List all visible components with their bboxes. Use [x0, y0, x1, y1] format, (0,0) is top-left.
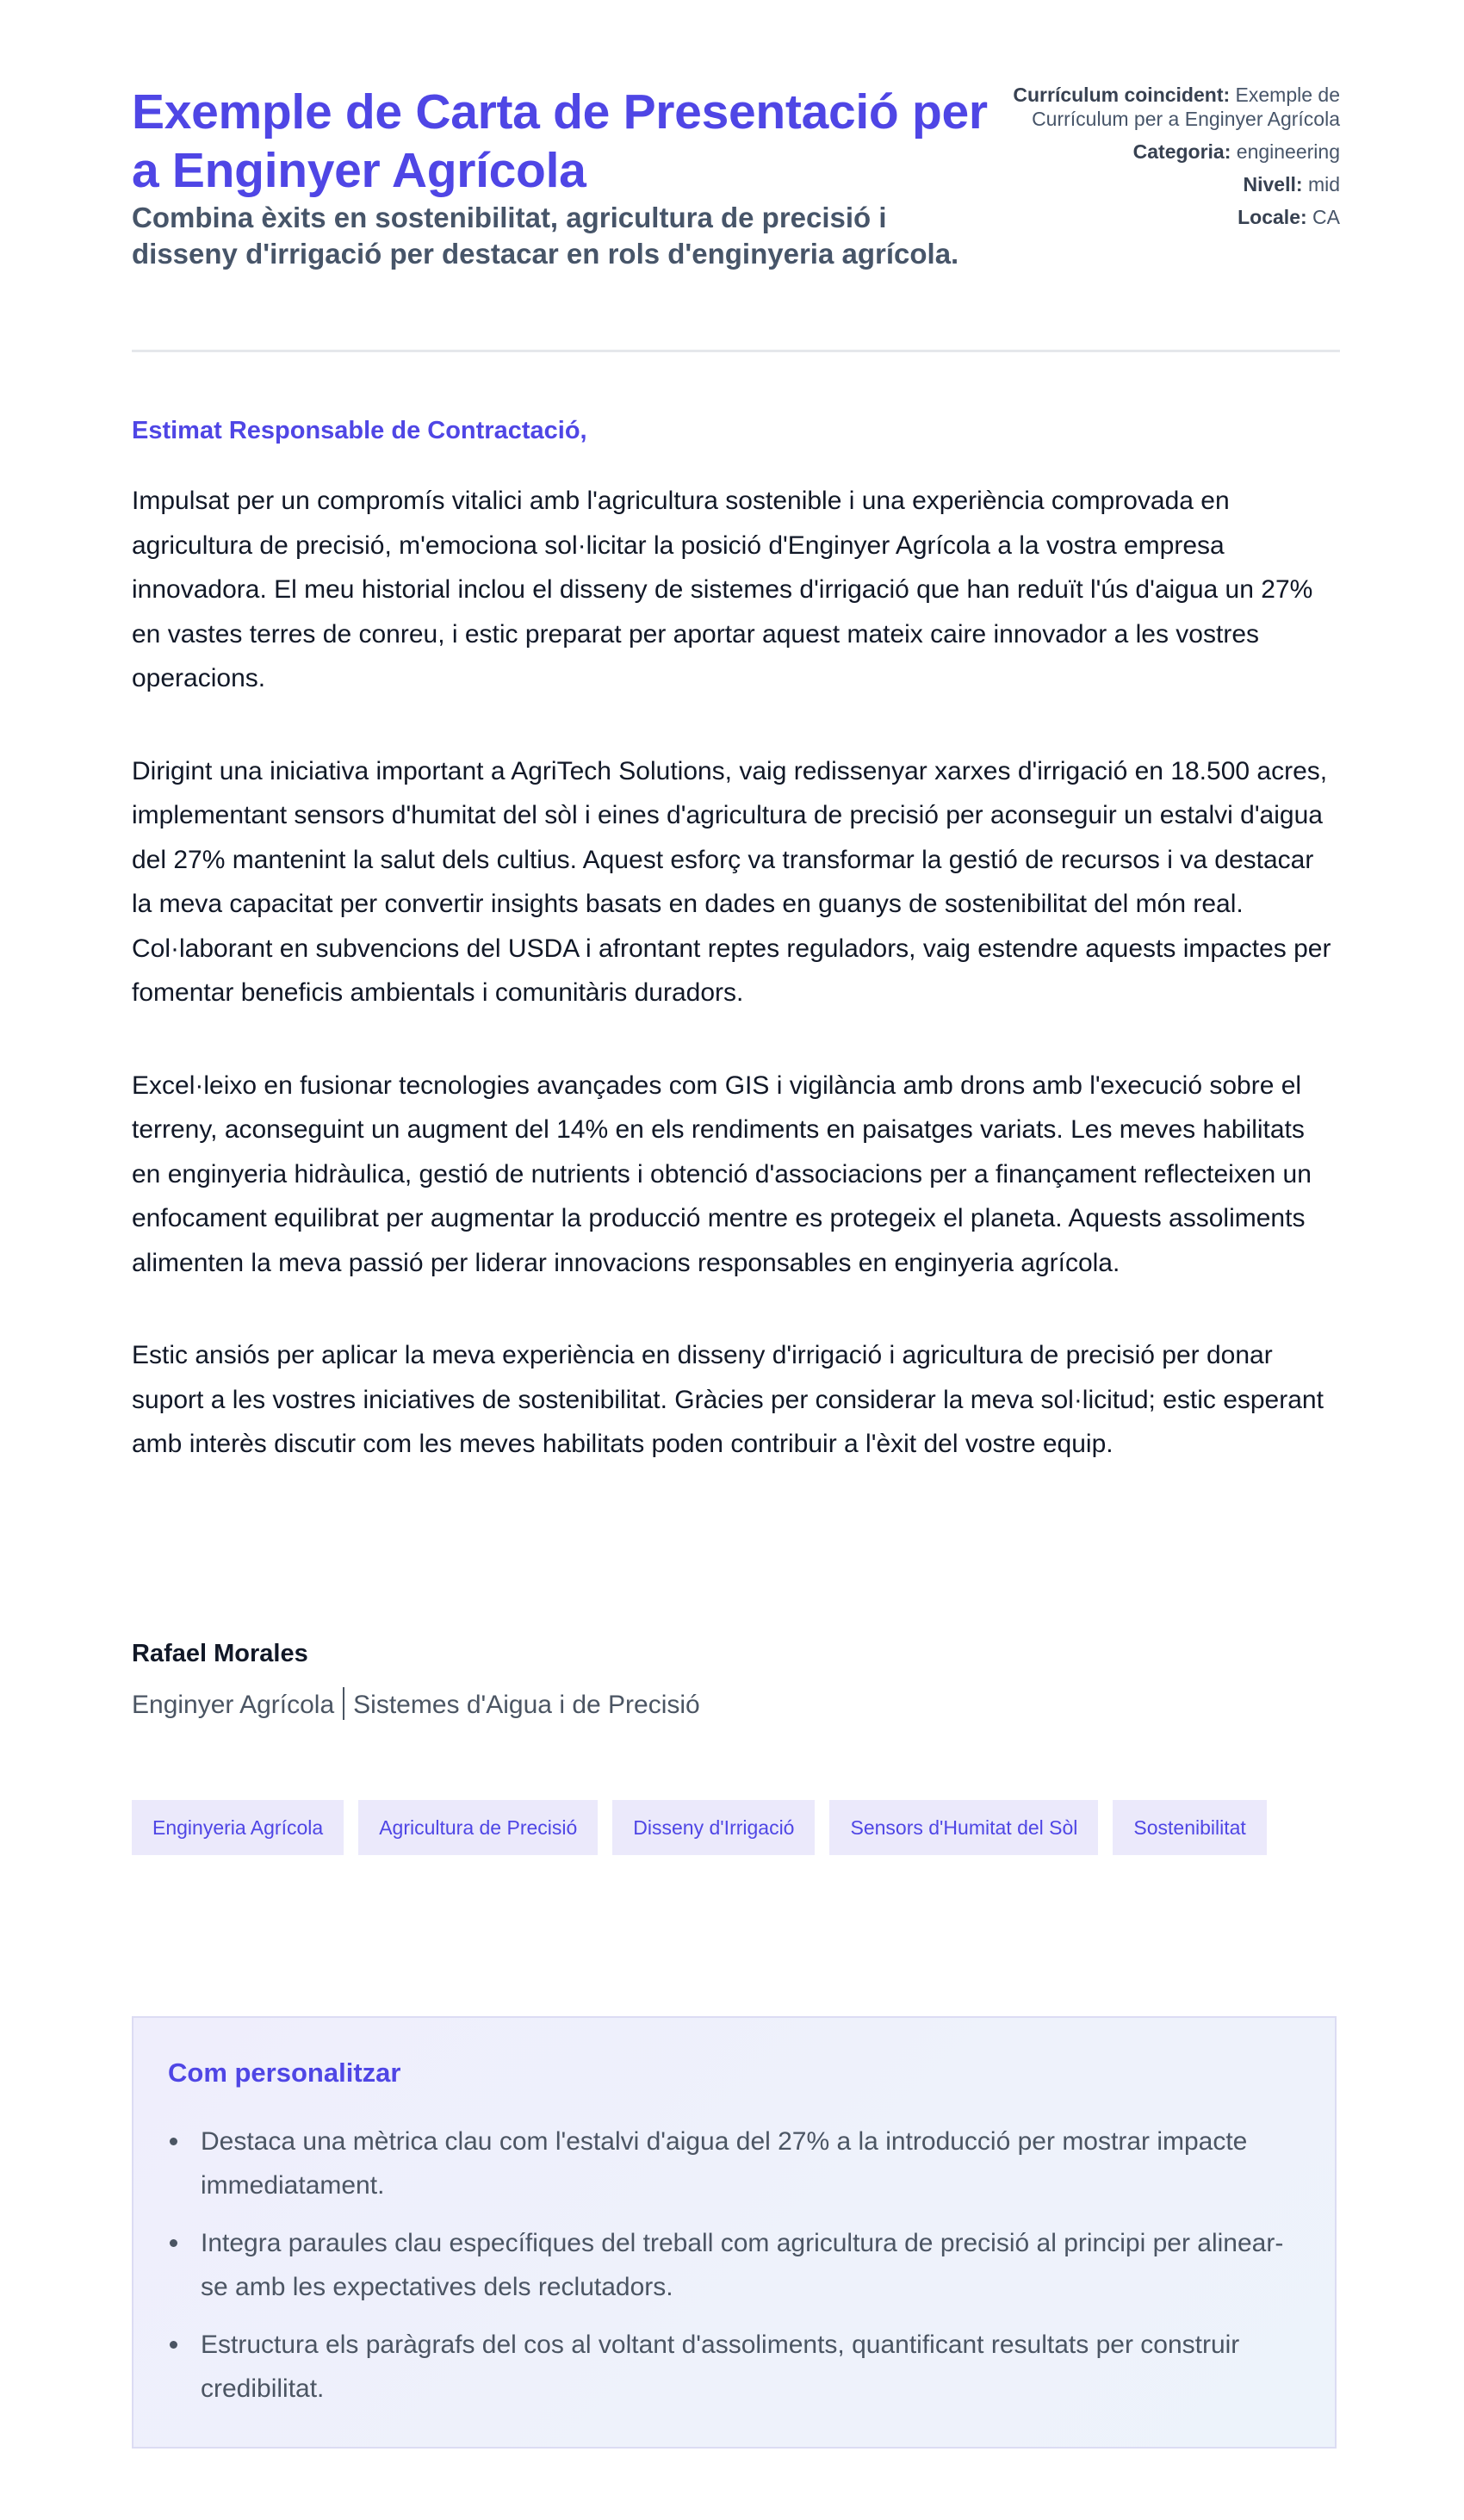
tip-text: Destaca una mètrica clau com l'estalvi d'aigua del 27% a la introducció per mostrar impacte immediatament. [201, 2127, 1248, 2200]
meta-level-value: mid [1307, 173, 1340, 196]
meta-matching-resume-label: Currículum coincident: [1013, 84, 1231, 106]
tag-chip: Agricultura de Precisió [358, 1800, 598, 1855]
signature-separator [343, 1687, 344, 1720]
meta-level [996, 172, 1340, 196]
tip-text: Integra paraules clau específiques del treball com agricultura de precisió al principi per alinear-se amb les expectatives dels reclutadors. [201, 2229, 1284, 2301]
letter-paragraph-skills: Excel·leixo en fusionar tecnologies avançades com GIS i vigilància amb drons amb l'execució sobre el terreny, aconseguint un augment del 14% en els rendiments en paisatges variats. Les meves habilitats en enginyeria hidràulica, gestió de nutrients i obtenció d'associacions per a finançament reflecteixen un enfocament equilibrat per augmentar la producció mentre es protegeix el planeta. Aquests assoliments alimenten la meva passió per liderar innovacions responsables en enginyeria agrícola. [132, 1071, 1312, 1277]
meta-locale [996, 205, 1340, 229]
tag-chip: Enginyeria Agrícola [132, 1800, 344, 1855]
meta-matching-resume [996, 83, 1340, 131]
meta-locale-label: Locale: [1238, 206, 1307, 228]
tips-list-item [168, 2221, 1287, 2309]
signature-specialty: Sistemes d'Aigua i de Precisió [353, 1691, 700, 1719]
page-header [132, 83, 1340, 341]
meta-matching-resume-value: Exemple de Currículum per a Enginyer Agrícola [1032, 84, 1340, 130]
letter-greeting: Estimat Responsable de Contractació, [132, 417, 587, 444]
meta-category [996, 140, 1340, 164]
tip-text: Estructura els paràgrafs del cos al voltant d'assoliments, quantificant resultats per construir credibilitat. [201, 2331, 1240, 2403]
keyword-tags [132, 1800, 1340, 1855]
letter-paragraph-achievement: Dirigint una iniciativa important a AgriTech Solutions, vaig redissenyar xarxes d'irrigació en 18.500 acres, implementant sensors d'humitat del sòl i eines d'agricultura de precisió per aconseguir un estalvi d'aigua del 27% mantenint la salut dels cultius. Aquest esforç va transformar la gestió de recursos i va destacar la meva capacitat per convertir insights basats en dades en guanys de sostenibilitat del món real. Col·laborant en subvencions del USDA i afrontant reptes reguladors, vaig estendre aquests impactes per fomentar beneficis ambientals i comunitàris duradors. [132, 756, 1331, 1007]
bullet-icon [170, 2341, 177, 2349]
tips-list-item [168, 2120, 1287, 2207]
customization-tips-box [132, 2016, 1337, 2449]
tag-chip: Sostenibilitat [1113, 1800, 1266, 1855]
meta-level-label: Nivell: [1243, 173, 1303, 196]
bullet-icon [170, 2138, 177, 2145]
tips-title: Com personalitzar [168, 2058, 401, 2088]
letter-paragraph-intro: Impulsat per un compromís vitalici amb l'agricultura sostenible i una experiència comprovada en agricultura de precisió, m'emociona sol·licitar la posició d'Enginyer Agrícola a la vostra empresa innovadora. El meu historial inclou el disseny de sistemes d'irrigació que han reduït l'ús d'aigua un 27% en vastes terres de conreu, i estic preparat per aportar aquest mateix caire innovador a les vostres operacions. [132, 487, 1313, 692]
signature-title [132, 1688, 1340, 1722]
letter-signature [132, 1636, 1340, 1722]
signature-name: Rafael Morales [132, 1640, 308, 1667]
letter-body [132, 479, 1340, 1515]
meta-category-value: engineering [1236, 140, 1340, 163]
tag-chip: Sensors d'Humitat del Sòl [829, 1800, 1098, 1855]
meta-category-label: Categoria: [1132, 140, 1231, 163]
tips-list-item [168, 2323, 1287, 2411]
signature-role: Enginyer Agrícola [132, 1691, 335, 1719]
meta-info [996, 83, 1340, 238]
header-divider [132, 350, 1340, 352]
page-subtitle: Combina èxits en sostenibilitat, agricultura de precisió i disseny d'irrigació per destacar en rols d'enginyeria agrícola. [132, 202, 959, 270]
letter-paragraph-closing: Estic ansiós per aplicar la meva experiència en disseny d'irrigació i agricultura de precisió per donar suport a les vostres iniciatives de sostenibilitat. Gràcies per considerar la meva sol·licitud; estic esperant amb interès discutir com les meves habilitats poden contribuir a l'èxit del vostre equip. [132, 1341, 1324, 1458]
tips-list [168, 2120, 1287, 2424]
page-title: Exemple de Carta de Presentació per a Enginyer Agrícola [132, 84, 988, 198]
meta-locale-value: CA [1312, 206, 1340, 228]
bullet-icon [170, 2239, 177, 2247]
tag-chip: Disseny d'Irrigació [612, 1800, 815, 1855]
